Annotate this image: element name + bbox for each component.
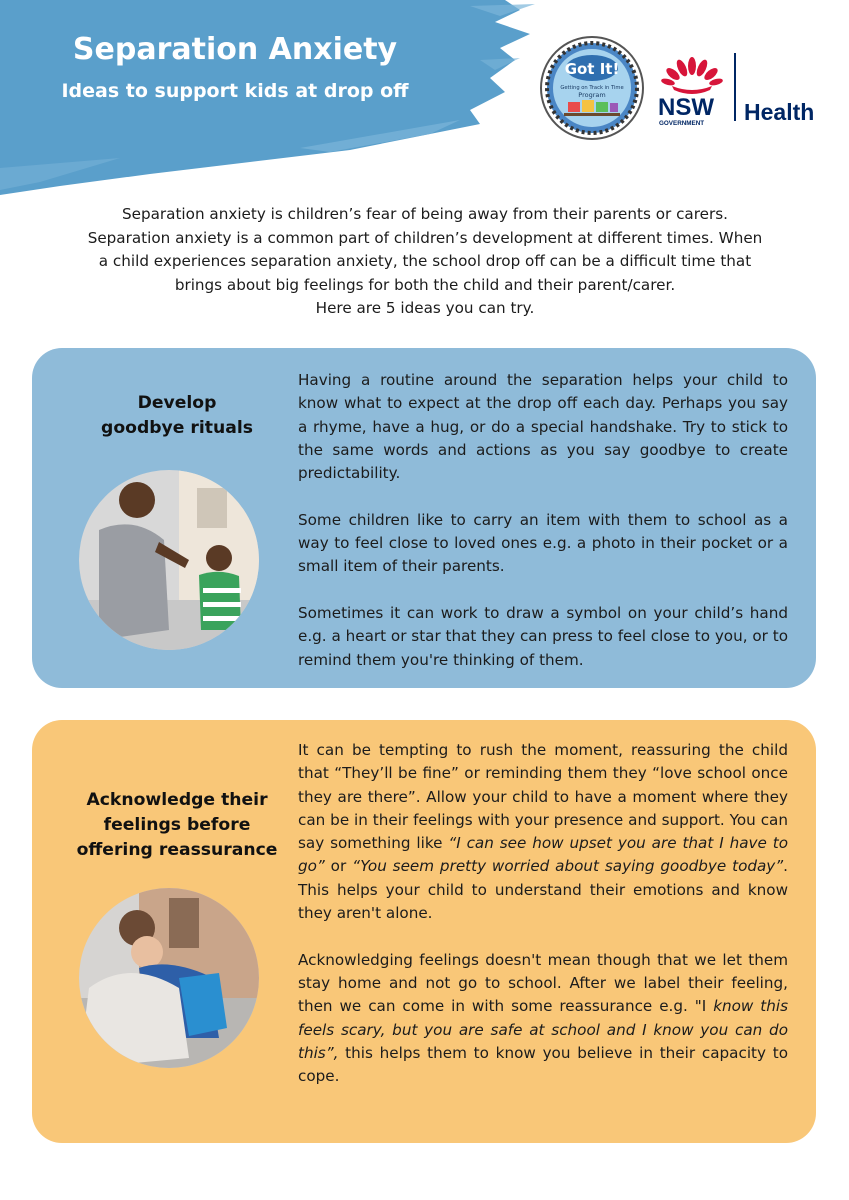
card-heading-line: goodbye rituals xyxy=(101,418,253,438)
card-text-run: It can be tempting to rush the moment, reassuring the child that “They’ll be fine” or reminding them they “love school once they are there”. Allow your child to have a moment where they can be in their feelings with your presence and support. You can say something like xyxy=(298,741,788,853)
card-quote-italic: know this feels scary, but you are safe at school and I know you can do this”, xyxy=(298,997,788,1062)
card-text-run: Acknowledging feelings doesn't mean though that we let them stay home and not go to school. After we label their feeling, then we can come in with some reassurance e.g. "I xyxy=(298,950,788,1016)
card-paragraph: Some children like to carry an item with them to school as a way to feel close to loved ones e.g. a photo in their pocket or a small item of their parents. xyxy=(298,510,788,576)
nsw-logo-health: Health xyxy=(744,99,815,125)
card-quote-italic: “I can see how upset you are that I have to go” xyxy=(298,834,788,876)
card-paragraph xyxy=(298,739,788,925)
gotit-logo-title: Got It! xyxy=(564,60,620,78)
card-text-run: or xyxy=(324,857,353,876)
card-paragraph: Sometimes it can work to draw a symbol on your child’s hand e.g. a heart or star that they can press to feel close to you, or to remind them you're thinking of them. xyxy=(298,603,788,669)
card-heading xyxy=(42,391,312,441)
card-heading-line: Develop xyxy=(137,393,217,413)
nsw-logo-government: GOVERNMENT xyxy=(659,120,705,127)
card-body xyxy=(298,739,788,1088)
photo-father-child-handshake xyxy=(79,470,259,650)
card-quote-italic: “You seem pretty worried about saying goodbye today” xyxy=(352,857,784,876)
intro-line: brings about big feelings for both the child and their parent/carer. xyxy=(174,275,676,294)
photo-parent-hugging-child xyxy=(79,888,259,1068)
card-text-run: this helps them to know you believe in their capacity to cope. xyxy=(298,1043,788,1086)
gotit-logo-subtitle: Getting on Track in Time xyxy=(560,85,624,91)
intro-line: Here are 5 ideas you can try. xyxy=(315,299,535,318)
waratah-icon xyxy=(660,57,723,94)
page-subtitle: Ideas to support kids at drop off xyxy=(61,80,409,102)
card-heading-line: offering reassurance xyxy=(76,840,278,860)
intro-text xyxy=(40,203,810,321)
tip-card-goodbye-rituals xyxy=(32,348,816,688)
card-heading xyxy=(42,788,312,863)
card-body xyxy=(298,369,788,672)
intro-line: a child experiences separation anxiety, the school drop off can be a difficult time that xyxy=(98,252,752,271)
card-heading-line: feelings before xyxy=(103,815,251,835)
nsw-health-logo xyxy=(656,48,836,128)
card-text-run: . This helps your child to understand their emotions and know they aren't alone. xyxy=(298,857,788,923)
card-paragraph xyxy=(298,949,788,1089)
intro-line: Separation anxiety is a common part of children’s development at different times. When xyxy=(87,228,763,247)
card-heading-line: Acknowledge their xyxy=(86,790,268,810)
gotit-logo-program: Program xyxy=(578,91,606,99)
intro-line: Separation anxiety is children’s fear of being away from their parents or carers. xyxy=(122,205,728,223)
tip-card-acknowledge-feelings xyxy=(32,720,816,1143)
card-paragraph: Having a routine around the separation helps your child to know what to expect at the drop off each day. Perhaps you say a rhyme, have a hug, or do a special handshake. Try to stick to the same words and actions as you say goodbye to create predictability. xyxy=(298,371,788,483)
page-title: Separation Anxiety xyxy=(72,32,398,67)
gotit-program-logo xyxy=(540,36,644,140)
nsw-logo-name: NSW xyxy=(658,94,714,121)
